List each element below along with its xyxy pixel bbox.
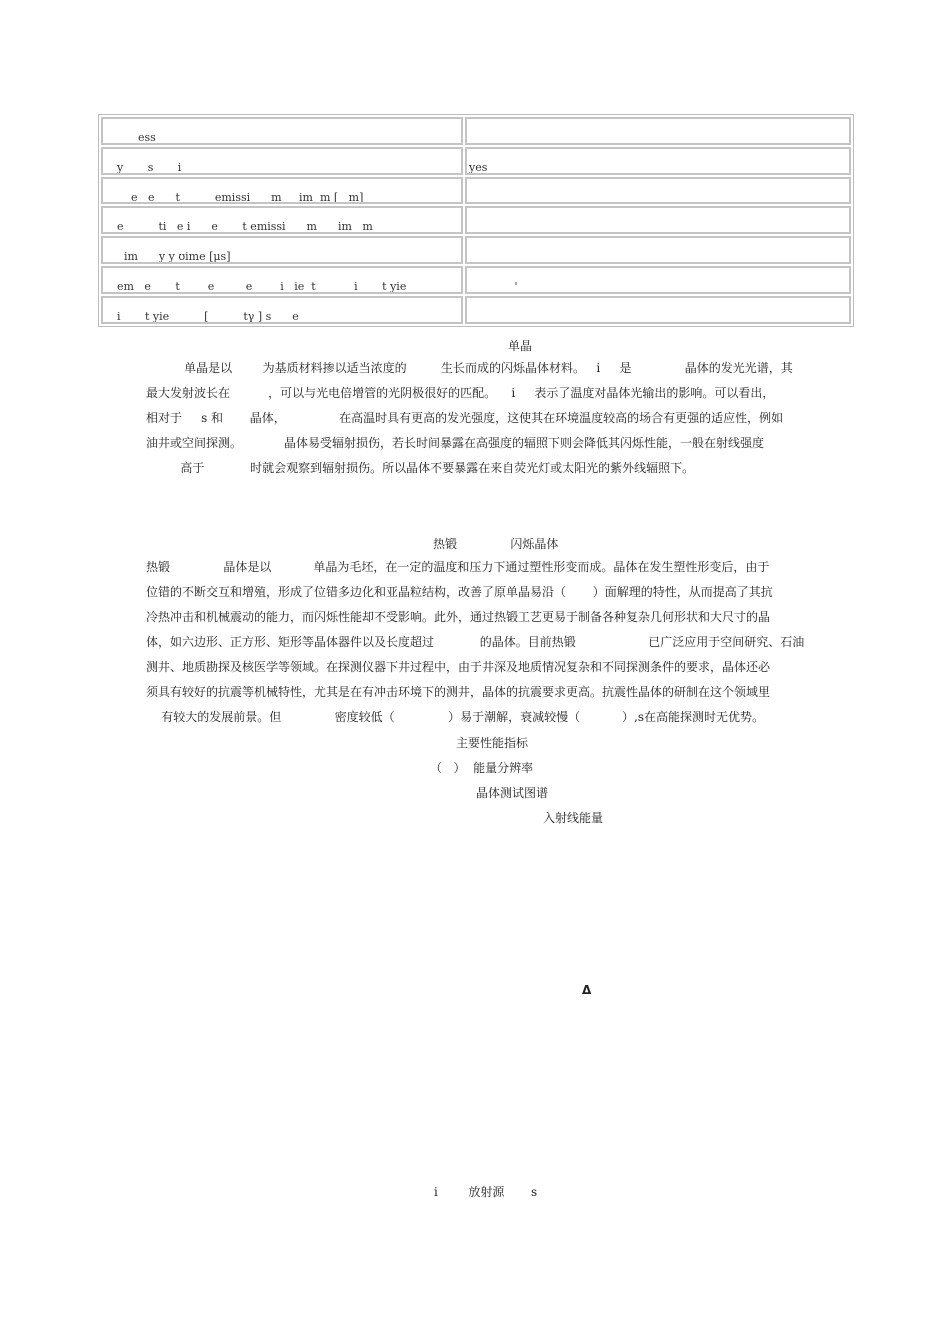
table-cell-label: e ti e i e t emissi m im m xyxy=(101,206,463,234)
section2-line: 冷热冲击和机械震动的能力，而闪烁性能却不受影响。此外，通过热锻工艺更易于制备各种复杂几何形状和大尺寸的晶 xyxy=(146,610,771,624)
table-cell-value xyxy=(465,206,851,234)
table-cell-label: im y y ʊime [μs] xyxy=(101,236,463,264)
section2-line: 位错的不断交互和增殖，形成了位错多边化和亚晶粒结构，改善了原单晶易沿（ ）面解理的特性，从而提高了其抗 xyxy=(146,585,773,599)
section1-line: 单晶是以 为基质材料掺以适当浓度的 生长而成的闪烁晶体材料。 i 是 晶体的发光光谱，其 xyxy=(146,361,793,375)
section2-line: 有较大的发展前景。但 密度较低（ ）易于潮解，衰减较慢（ ）,s在高能探测时无优势。 xyxy=(146,710,764,724)
section2-line: 须具有较好的抗震等机械特性，尤其是在有冲击环境下的测井，晶体的抗震要求更高。抗震性晶体的研制在这个领域里 xyxy=(146,685,771,699)
table-cell-label: y s i xyxy=(101,147,463,175)
specs-title: 主要性能指标 xyxy=(456,736,529,750)
table-row xyxy=(100,265,852,295)
specs-item-energy-resolution: （ ） 能量分辨率 xyxy=(430,761,534,775)
table-row xyxy=(100,116,852,146)
table-cell-label: e e t emissi m im m [ m] xyxy=(101,177,463,205)
table-row xyxy=(100,205,852,235)
section2-line: 测井、地质勘探及核医学等领域。在探测仪器下井过程中，由于井深及地质情况复杂和不同探测条件的要求，晶体还必 xyxy=(146,660,771,674)
table-cell-value xyxy=(465,236,851,264)
section1-line: 高于 时就会观察到辐射损伤。所以晶体不要暴露在来自荧光灯或太阳光的紫外线辐照下。 xyxy=(146,461,695,475)
properties-table xyxy=(98,114,854,327)
section1-line: 相对于 s 和 晶体， 在高温时具有更高的发光强度，这使其在环境温度较高的场合有更强的适应性，例如 xyxy=(146,411,784,425)
table-cell-value xyxy=(465,117,851,145)
table-row xyxy=(100,146,852,176)
section1-line: 最大发射波长在 ，可以与光电倍增管的光阴极很好的匹配。 i 表示了温度对晶体光输出的影响。可以看出， xyxy=(146,386,775,400)
section2-line: 热锻 晶体是以 单晶为毛坯，在一定的温度和压力下通过塑性形变而成。晶体在发生塑性形变后，由于 xyxy=(146,560,770,574)
table-cell-label: i t yie [ tγ ] s e xyxy=(101,296,463,324)
table-cell-label: ess xyxy=(101,117,463,145)
figure-caption: i 放射源 s xyxy=(434,1185,538,1199)
table-cell-value xyxy=(465,177,851,205)
table-cell-label: em e t e e i ie t i t yie xyxy=(101,266,463,294)
section1-title: 单晶 xyxy=(508,339,533,353)
table-cell-value: ' xyxy=(465,266,851,294)
chart-xlabel: 入射线能量 xyxy=(543,811,604,825)
section2-line: 体，如六边形、正方形、矩形等晶体器件以及长度超过 的晶体。目前热锻 已广泛应用于空间研究、石油 xyxy=(146,635,805,649)
table-row xyxy=(100,295,852,325)
section2-title: 热锻 闪烁晶体 xyxy=(433,537,559,551)
delta-symbol: Δ xyxy=(582,983,592,997)
table-row xyxy=(100,235,852,265)
chart-title: 晶体测试图谱 xyxy=(476,786,549,800)
table-row xyxy=(100,176,852,206)
section1-line: 油井或空间探测。 晶体易受辐射损伤，若长时间暴露在高强度的辐照下则会降低其闪烁性能，一般在射线强度 xyxy=(146,436,764,450)
table-cell-value xyxy=(465,296,851,324)
table-cell-value: yes xyxy=(465,147,851,175)
